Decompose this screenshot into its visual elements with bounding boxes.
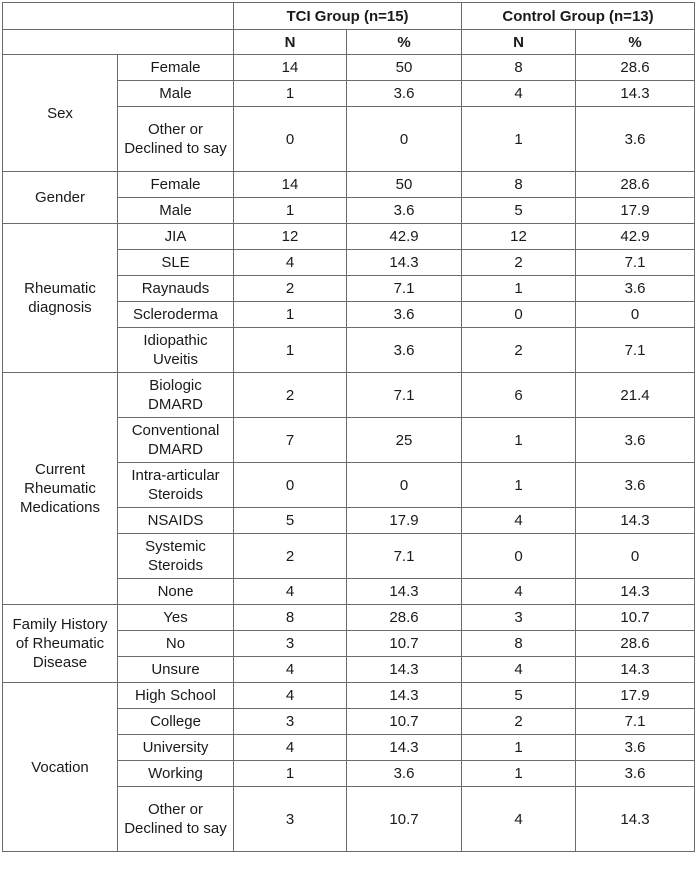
control-percent-cell: 3.6	[576, 761, 695, 787]
row-label-cell: Intra-articular Steroids	[118, 463, 234, 508]
tci-n-cell: 4	[234, 250, 347, 276]
tci-n-cell: 14	[234, 55, 347, 81]
control-percent-cell: 21.4	[576, 373, 695, 418]
header-row-subcolumns	[3, 30, 695, 55]
control-n-cell: 1	[462, 735, 576, 761]
row-label-cell: Raynauds	[118, 276, 234, 302]
row-label-cell: NSAIDS	[118, 508, 234, 534]
category-cell: Family History of Rheumatic Disease	[3, 605, 118, 683]
header-tci-group: TCI Group (n=15)	[234, 3, 462, 30]
row-label-cell: Systemic Steroids	[118, 534, 234, 579]
row-label-cell: Unsure	[118, 657, 234, 683]
control-n-cell: 6	[462, 373, 576, 418]
tci-percent-cell: 0	[347, 107, 462, 172]
row-label-cell: None	[118, 579, 234, 605]
tci-n-cell: 0	[234, 107, 347, 172]
tci-n-cell: 3	[234, 631, 347, 657]
category-cell: Rheumatic diagnosis	[3, 224, 118, 373]
header-row-groups	[3, 3, 695, 30]
tci-n-cell: 7	[234, 418, 347, 463]
table-row	[3, 224, 695, 250]
header-control-n: N	[462, 30, 576, 55]
tci-percent-cell: 50	[347, 172, 462, 198]
tci-percent-cell: 3.6	[347, 328, 462, 373]
table-row	[3, 605, 695, 631]
control-percent-cell: 14.3	[576, 81, 695, 107]
row-label-cell: University	[118, 735, 234, 761]
row-label-cell: High School	[118, 683, 234, 709]
control-percent-cell: 14.3	[576, 787, 695, 852]
row-label-cell: Idiopathic Uveitis	[118, 328, 234, 373]
control-percent-cell: 0	[576, 534, 695, 579]
tci-n-cell: 0	[234, 463, 347, 508]
row-label-cell: Female	[118, 172, 234, 198]
tci-n-cell: 2	[234, 276, 347, 302]
control-n-cell: 1	[462, 463, 576, 508]
row-label-cell: Male	[118, 198, 234, 224]
tci-percent-cell: 10.7	[347, 709, 462, 735]
tci-n-cell: 1	[234, 761, 347, 787]
control-n-cell: 0	[462, 302, 576, 328]
header-corner-sub	[3, 30, 234, 55]
control-percent-cell: 42.9	[576, 224, 695, 250]
control-percent-cell: 14.3	[576, 508, 695, 534]
control-percent-cell: 17.9	[576, 683, 695, 709]
table-body	[3, 55, 695, 852]
header-control-percent: %	[576, 30, 695, 55]
control-n-cell: 4	[462, 787, 576, 852]
row-label-cell: Other or Declined to say	[118, 107, 234, 172]
row-label-cell: Working	[118, 761, 234, 787]
row-label-cell: College	[118, 709, 234, 735]
header-control-group: Control Group (n=13)	[462, 3, 695, 30]
control-percent-cell: 28.6	[576, 631, 695, 657]
row-label-cell: Male	[118, 81, 234, 107]
control-percent-cell: 28.6	[576, 172, 695, 198]
tci-n-cell: 1	[234, 81, 347, 107]
row-label-cell: SLE	[118, 250, 234, 276]
table-row	[3, 683, 695, 709]
control-percent-cell: 14.3	[576, 657, 695, 683]
category-cell: Sex	[3, 55, 118, 172]
tci-n-cell: 1	[234, 328, 347, 373]
row-label-cell: Yes	[118, 605, 234, 631]
control-n-cell: 1	[462, 107, 576, 172]
category-cell: Current Rheumatic Medications	[3, 373, 118, 605]
tci-percent-cell: 14.3	[347, 683, 462, 709]
row-label-cell: Biologic DMARD	[118, 373, 234, 418]
control-percent-cell: 17.9	[576, 198, 695, 224]
tci-n-cell: 5	[234, 508, 347, 534]
tci-percent-cell: 50	[347, 55, 462, 81]
tci-n-cell: 1	[234, 198, 347, 224]
control-percent-cell: 7.1	[576, 328, 695, 373]
tci-n-cell: 3	[234, 787, 347, 852]
table-row	[3, 172, 695, 198]
category-cell: Gender	[3, 172, 118, 224]
tci-percent-cell: 14.3	[347, 579, 462, 605]
tci-percent-cell: 42.9	[347, 224, 462, 250]
control-percent-cell: 7.1	[576, 250, 695, 276]
tci-percent-cell: 28.6	[347, 605, 462, 631]
tci-n-cell: 8	[234, 605, 347, 631]
tci-n-cell: 4	[234, 735, 347, 761]
tci-percent-cell: 7.1	[347, 534, 462, 579]
header-tci-n: N	[234, 30, 347, 55]
tci-percent-cell: 3.6	[347, 198, 462, 224]
control-n-cell: 3	[462, 605, 576, 631]
tci-percent-cell: 7.1	[347, 276, 462, 302]
tci-percent-cell: 14.3	[347, 735, 462, 761]
row-label-cell: Scleroderma	[118, 302, 234, 328]
tci-n-cell: 2	[234, 373, 347, 418]
row-label-cell: Female	[118, 55, 234, 81]
tci-percent-cell: 10.7	[347, 787, 462, 852]
control-n-cell: 8	[462, 631, 576, 657]
tci-percent-cell: 25	[347, 418, 462, 463]
control-n-cell: 4	[462, 508, 576, 534]
tci-percent-cell: 10.7	[347, 631, 462, 657]
control-n-cell: 0	[462, 534, 576, 579]
row-label-cell: Other or Declined to say	[118, 787, 234, 852]
control-n-cell: 1	[462, 276, 576, 302]
header-corner	[3, 3, 234, 30]
control-n-cell: 4	[462, 579, 576, 605]
table-row	[3, 55, 695, 81]
control-percent-cell: 3.6	[576, 463, 695, 508]
category-cell: Vocation	[3, 683, 118, 852]
tci-n-cell: 4	[234, 683, 347, 709]
tci-n-cell: 3	[234, 709, 347, 735]
row-label-cell: JIA	[118, 224, 234, 250]
tci-percent-cell: 3.6	[347, 81, 462, 107]
tci-percent-cell: 17.9	[347, 508, 462, 534]
tci-percent-cell: 3.6	[347, 761, 462, 787]
control-percent-cell: 3.6	[576, 418, 695, 463]
tci-n-cell: 4	[234, 657, 347, 683]
control-n-cell: 8	[462, 172, 576, 198]
control-percent-cell: 3.6	[576, 735, 695, 761]
control-n-cell: 1	[462, 418, 576, 463]
tci-n-cell: 12	[234, 224, 347, 250]
control-n-cell: 5	[462, 198, 576, 224]
row-label-cell: No	[118, 631, 234, 657]
control-n-cell: 1	[462, 761, 576, 787]
control-n-cell: 2	[462, 709, 576, 735]
control-percent-cell: 0	[576, 302, 695, 328]
table-row	[3, 373, 695, 418]
demographics-table	[2, 2, 695, 852]
control-percent-cell: 3.6	[576, 276, 695, 302]
header-tci-percent: %	[347, 30, 462, 55]
control-percent-cell: 7.1	[576, 709, 695, 735]
control-percent-cell: 14.3	[576, 579, 695, 605]
tci-percent-cell: 0	[347, 463, 462, 508]
control-n-cell: 4	[462, 81, 576, 107]
control-n-cell: 12	[462, 224, 576, 250]
tci-n-cell: 2	[234, 534, 347, 579]
tci-percent-cell: 7.1	[347, 373, 462, 418]
tci-percent-cell: 14.3	[347, 657, 462, 683]
control-n-cell: 8	[462, 55, 576, 81]
tci-percent-cell: 3.6	[347, 302, 462, 328]
control-percent-cell: 28.6	[576, 55, 695, 81]
tci-n-cell: 4	[234, 579, 347, 605]
tci-percent-cell: 14.3	[347, 250, 462, 276]
row-label-cell: Conventional DMARD	[118, 418, 234, 463]
control-n-cell: 2	[462, 328, 576, 373]
tci-n-cell: 1	[234, 302, 347, 328]
control-percent-cell: 3.6	[576, 107, 695, 172]
tci-n-cell: 14	[234, 172, 347, 198]
control-percent-cell: 10.7	[576, 605, 695, 631]
control-n-cell: 5	[462, 683, 576, 709]
control-n-cell: 2	[462, 250, 576, 276]
control-n-cell: 4	[462, 657, 576, 683]
